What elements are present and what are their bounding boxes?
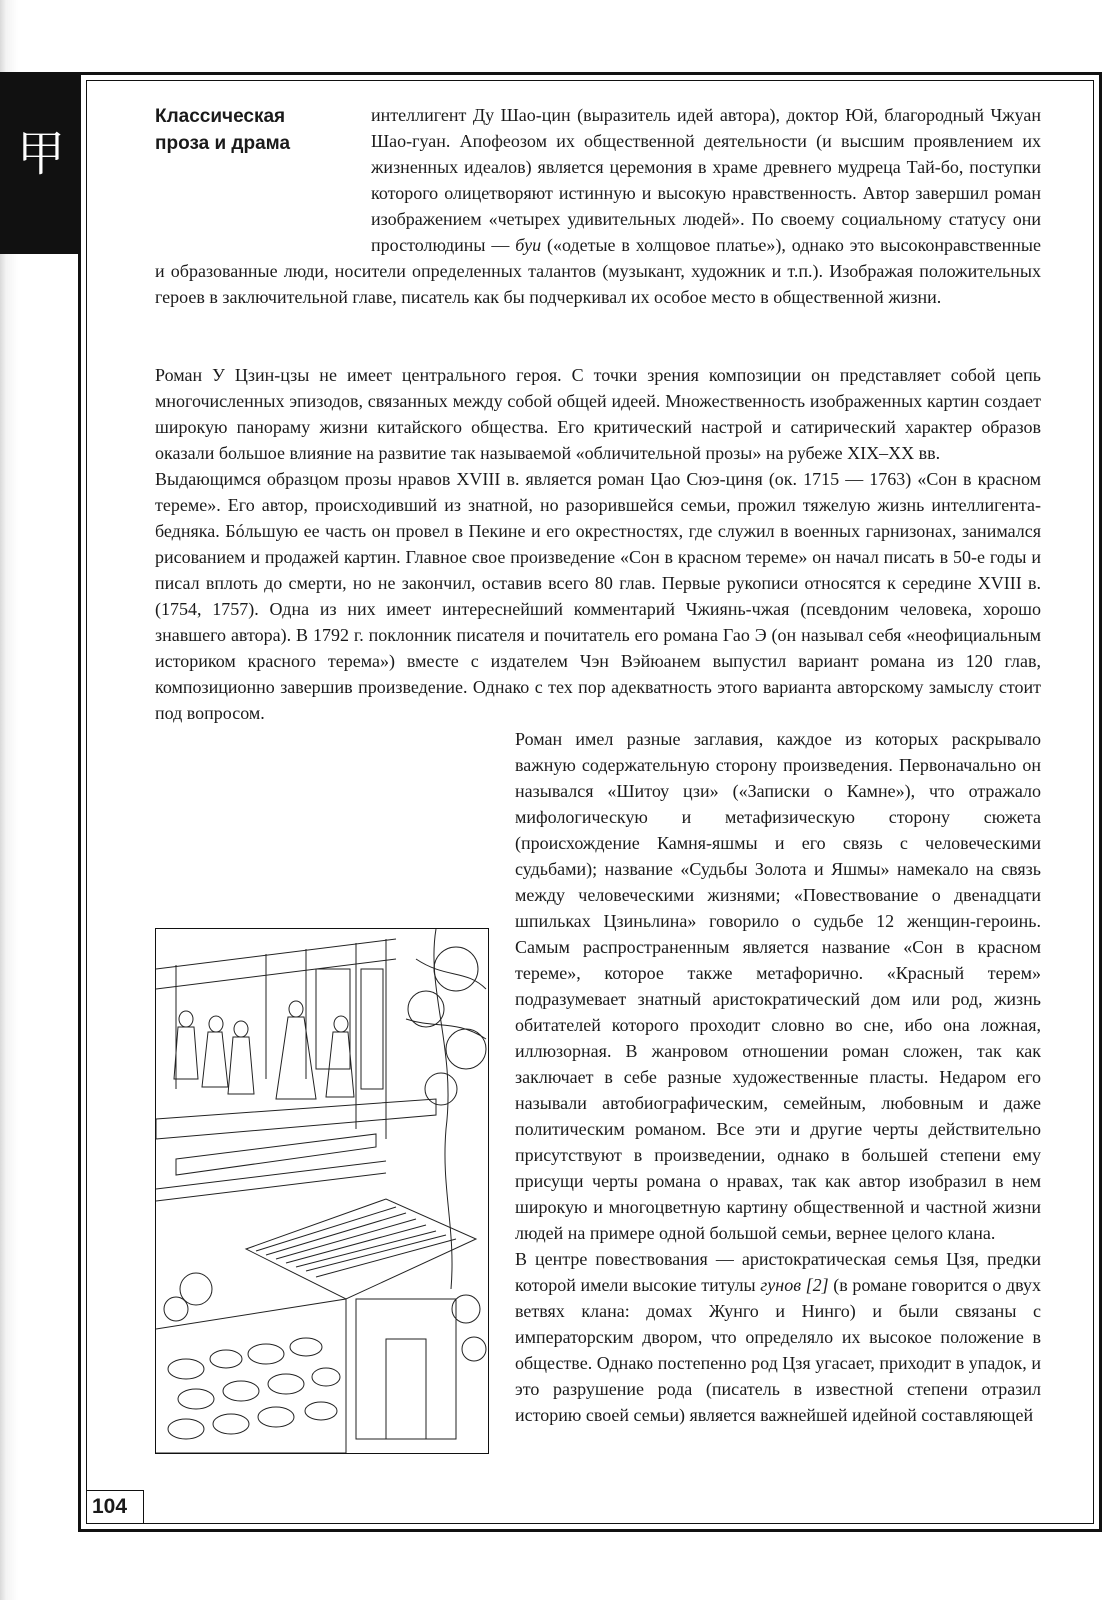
paragraph-1-end: («одетые в холщовое платье»), однако это высоконравственные и образованные люди, носители определенных талантов (музыкант, художник и т.п.). Изображая положительных героев в заключительной главе, писатель как бы подчеркивал их особое место в общественной жизни. bbox=[155, 235, 1041, 307]
section-heading-line-1: Классическая bbox=[155, 106, 286, 127]
paragraph-4-text: Роман имел разные заглавия, каждое из которых раскрывало важную содержательную сторону произведения. Первоначально он назывался «Шитоу цзи» («Записки о Камне»), что отражало мифологическую и метафизическую сторону сюжета (происхождение Камня-яшмы и его связь с человеческими судьбами); название «Судьбы Золота и Яшмы» намекало на связь между человеческими жизнями; «Повествование о двенадцати шпильках Цзиньлина» говорило о судьбе 12 женщин-героинь. Самым распространенным является название «Сон в красном тереме», которое также метафорично. «Красный терем» подразумевает знатный аристократический дом или род, жизнь обитателей которого проходит словно во сне, ибо она ложная, иллюзорная. В жанровом отношении роман сложен, так как заключает в себе разные художественные пласты. Недаром его называли автобиографическим, семейным, любовным и даже политическим романом. Все эти и другие черты действительно присутствуют в произведении, однако в большей степени ему присущи черты романа о нравах, так как автор изобразил в нем широкую и многоцветную картину общественной и частной жизни людей на примере одной большой семьи, вернее целого клана. bbox=[515, 729, 1041, 1243]
illustration-engraving bbox=[155, 928, 489, 1454]
paragraph-3: Выдающимся образцом прозы нравов XVIII в. является роман Цао Сюэ-циня (ок. 1715 — 1763) «Сон в красном тереме». Его автор, происходивший из знатной, но разорившейся семьи, прожил тяжелую жизнь интеллигента-бедняка. Бóльшую ее часть он провел в Пекине и его окрестностях, где служил в военных гарнизонах, занимался рисованием и продажей картин. Главное свое произведение «Сон в красном тереме» он начал писать в 50-е годы и писал вплоть до смерти, но не закончил, оставив всего 80 глав. Первые рукописи относятся к середине XVIII в. (1754, 1757). Одна из них имеет интереснейший комментарий Чжиянь-чжая (псевдоним человека, хорошо знавшего автора). В 1792 г. поклонник писателя и почитатель его романа Гао Э (он называл себя «неофициальным историком красного терема») вместе с издателем Чэн Вэйюанем выпустил вариант романа из 120 глав, композиционно завершив произведение. Однако с тех пор адекватность этого варианта авторскому замыслу стоит под вопросом. bbox=[155, 469, 1041, 723]
paragraph-5-term: гунов bbox=[760, 1275, 802, 1295]
paragraph-5-reference: [2] bbox=[801, 1275, 829, 1295]
engraving-drawing bbox=[156, 929, 488, 1453]
section-tab bbox=[0, 72, 78, 254]
page-number: 104 bbox=[92, 1495, 128, 1518]
section-tab-glyph: 甲 bbox=[16, 126, 65, 182]
intro-paragraph-block bbox=[155, 102, 1041, 310]
paragraph-5-end: (в романе говорится о двух ветвях клана: домах Жунго и Нинго) и были связаны с императорским двором, что определяло их высокое положение в обществе. Однако постепенно род Цзя угасает, приходит в упадок, и это разрушение рода (писатель в известной степени отразил историю своей семьи) является важнейшей идейной составляющей bbox=[515, 1275, 1041, 1425]
paragraph-1-term: буи bbox=[515, 235, 542, 255]
section-heading-line-2: проза и драма bbox=[155, 133, 291, 154]
paragraph-1-text: интеллигент Ду Шао-цин (выразитель идей автора), доктор Юй, благородный Чжуан Шао-гуан. Апофеозом их общественной деятельности (и высшим проявлением их жизненных идеалов) является церемония в храме древнего мудреца Тай-бо, поступки которого олицетворяют истинную и высокую нравственность. Автор завершил роман изображением «четырех удивительных людей». По своему социальному статусу они простолюдины — bbox=[371, 105, 1041, 255]
paragraph-2: Роман У Цзин-цзы не имеет центрального героя. С точки зрения композиции он представляет собой цепь многочисленных эпизодов, связанных между собой общей идеей. Множественность изображенных картин создает широкую панораму жизни китайского общества. Его критический настрой и сатирический характер образов оказали большое влияние на развитие так называемой «обличительной прозы» на рубеже XIX–XX вв. bbox=[155, 365, 1041, 463]
paragraph-5-text: В центре повествования — аристократическая семья Цзя, предки которой имели высокие титулы bbox=[515, 1249, 1041, 1295]
